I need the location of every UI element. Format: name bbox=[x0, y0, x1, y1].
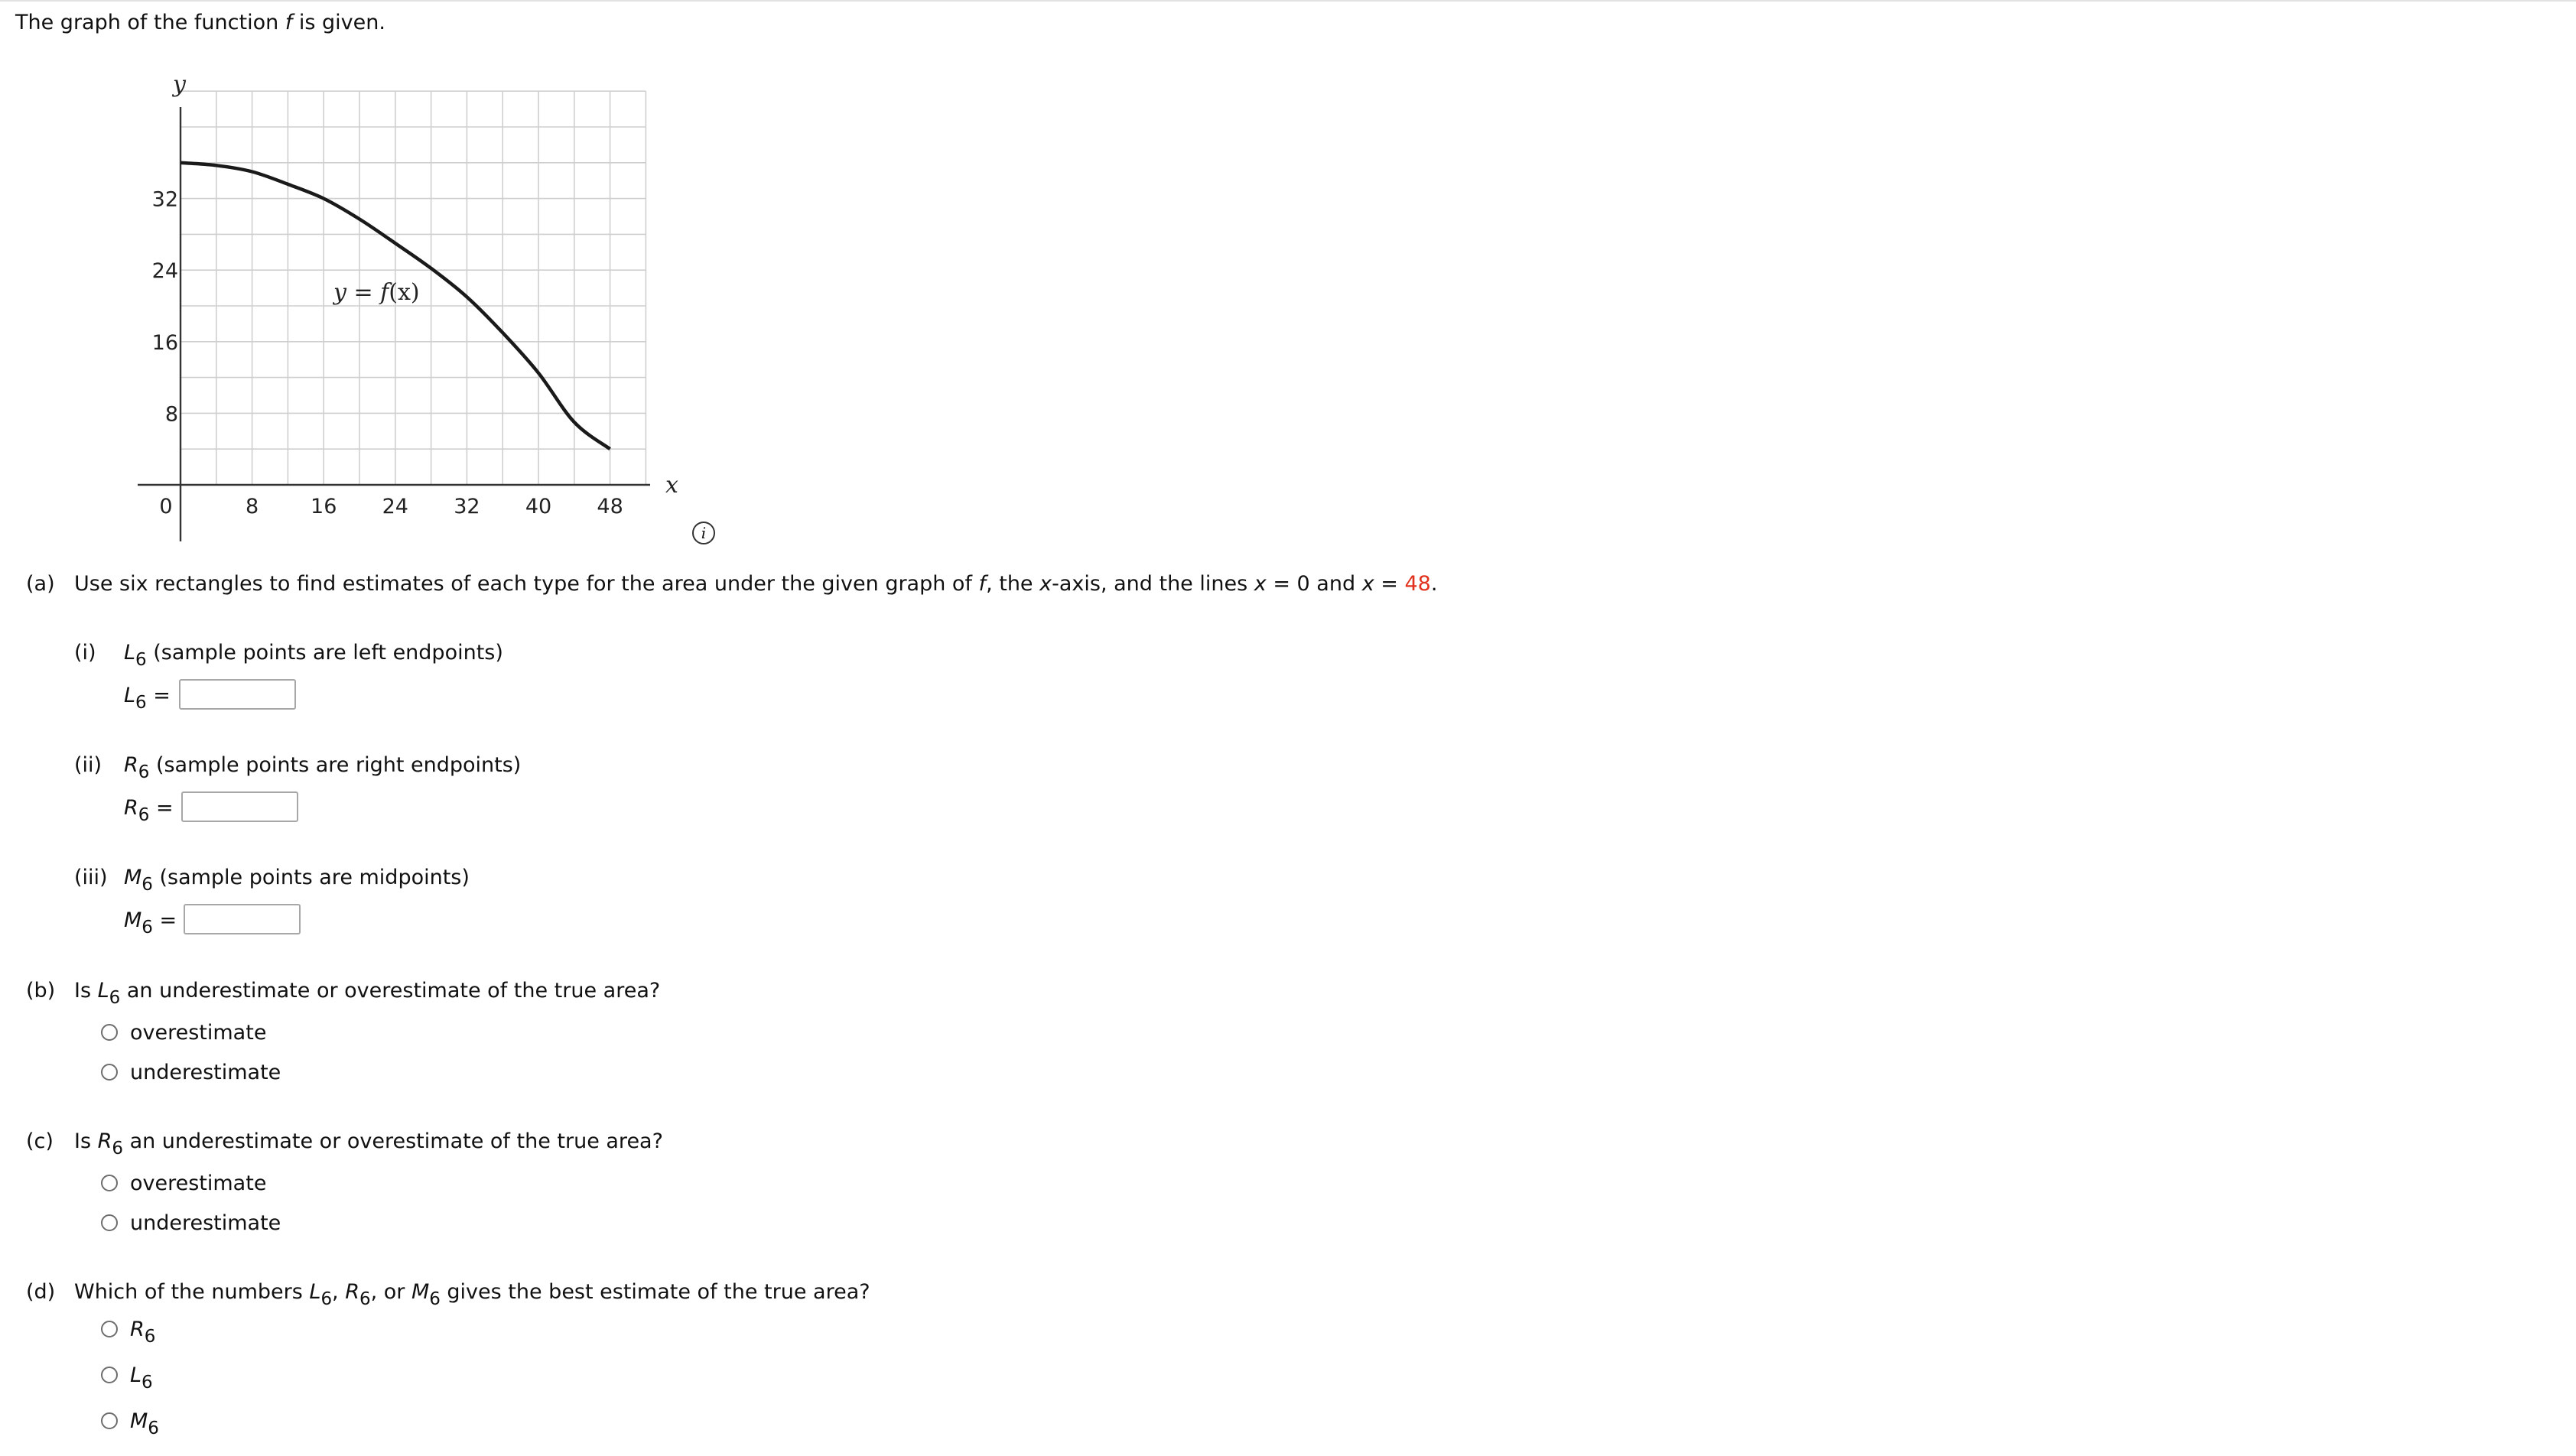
curve-label: y = f(x) bbox=[333, 279, 420, 306]
part-b-option-overestimate[interactable]: overestimate bbox=[130, 1021, 267, 1045]
part-a-label: (a) bbox=[26, 572, 55, 596]
axes bbox=[138, 107, 650, 541]
part-d-option-l6[interactable]: $L_6$ bbox=[130, 1363, 153, 1393]
x-tick-label: 8 bbox=[246, 495, 259, 518]
part-c-option-underestimate[interactable]: underestimate bbox=[130, 1211, 281, 1235]
part-a-iii-desc: $M_6$ (sample points are midpoints) bbox=[124, 866, 470, 895]
part-d-question: Which of the numbers $L_6$, $R_6$, or $M_6$ gives the best estimate of the true area? bbox=[74, 1280, 870, 1310]
part-b-label: (b) bbox=[26, 979, 56, 1003]
x-tick-label: 24 bbox=[382, 495, 408, 518]
x-tick-label: 40 bbox=[525, 495, 552, 518]
part-d-radio-m6[interactable] bbox=[101, 1412, 118, 1429]
x-tick-label: 48 bbox=[597, 495, 623, 518]
part-a-ii-num: (ii) bbox=[74, 753, 102, 777]
part-a-iii-num: (iii) bbox=[74, 866, 108, 889]
y-axis-label: y bbox=[173, 71, 186, 98]
part-d-radio-r6[interactable] bbox=[101, 1321, 118, 1337]
y-tick-label: 32 bbox=[151, 187, 178, 212]
y-tick-label: 16 bbox=[151, 330, 178, 355]
m6-answer-input[interactable] bbox=[184, 904, 301, 934]
part-d-option-m6[interactable]: $M_6$ bbox=[130, 1409, 159, 1439]
part-b-radio-underestimate[interactable] bbox=[101, 1064, 118, 1081]
m6-answer-label: $M_6$ = bbox=[124, 908, 177, 938]
l6-answer-input[interactable] bbox=[179, 679, 296, 710]
part-c-radio-overestimate[interactable] bbox=[101, 1175, 118, 1191]
info-icon[interactable]: i bbox=[692, 522, 715, 544]
part-a-i-num: (i) bbox=[74, 641, 96, 665]
part-d-label: (d) bbox=[26, 1280, 56, 1304]
x-tick-label: 0 bbox=[159, 495, 173, 518]
part-c-option-overestimate[interactable]: overestimate bbox=[130, 1172, 267, 1195]
l6-answer-label: $L_6$ = bbox=[124, 684, 171, 713]
part-b-option-underestimate[interactable]: underestimate bbox=[130, 1061, 281, 1084]
part-d-radio-l6[interactable] bbox=[101, 1367, 118, 1383]
y-tick-label: 24 bbox=[151, 259, 178, 284]
x-tick-label: 16 bbox=[311, 495, 337, 518]
intro-text: The graph of the function f is given. bbox=[15, 11, 385, 34]
part-a-question: Use six rectangles to find estimates of each type for the area under the given graph of f, the x-axis, and the lines x = 0 and x = 48. bbox=[74, 572, 1438, 596]
r6-answer-label: $R_6$ = bbox=[124, 796, 174, 826]
part-a-i-desc: $L_6$ (sample points are left endpoints) bbox=[124, 641, 503, 671]
part-c-question: Is $R_6$ an underestimate or overestimate of the true area? bbox=[74, 1129, 663, 1159]
part-c-radio-underestimate[interactable] bbox=[101, 1214, 118, 1231]
part-b-question: Is $L_6$ an underestimate or overestimate of the true area? bbox=[74, 979, 661, 1009]
upper-limit-value: 48 bbox=[1404, 572, 1431, 596]
part-d-option-r6[interactable]: $R_6$ bbox=[130, 1318, 156, 1347]
part-a-ii-desc: $R_6$ (sample points are right endpoints) bbox=[124, 753, 522, 783]
part-c-label: (c) bbox=[26, 1129, 54, 1153]
part-b-radio-overestimate[interactable] bbox=[101, 1024, 118, 1041]
function-graph bbox=[0, 0, 734, 551]
y-tick-label: 8 bbox=[164, 402, 178, 427]
r6-answer-input[interactable] bbox=[181, 791, 298, 822]
x-tick-label: 32 bbox=[454, 495, 480, 518]
x-axis-label: x bbox=[665, 472, 678, 499]
